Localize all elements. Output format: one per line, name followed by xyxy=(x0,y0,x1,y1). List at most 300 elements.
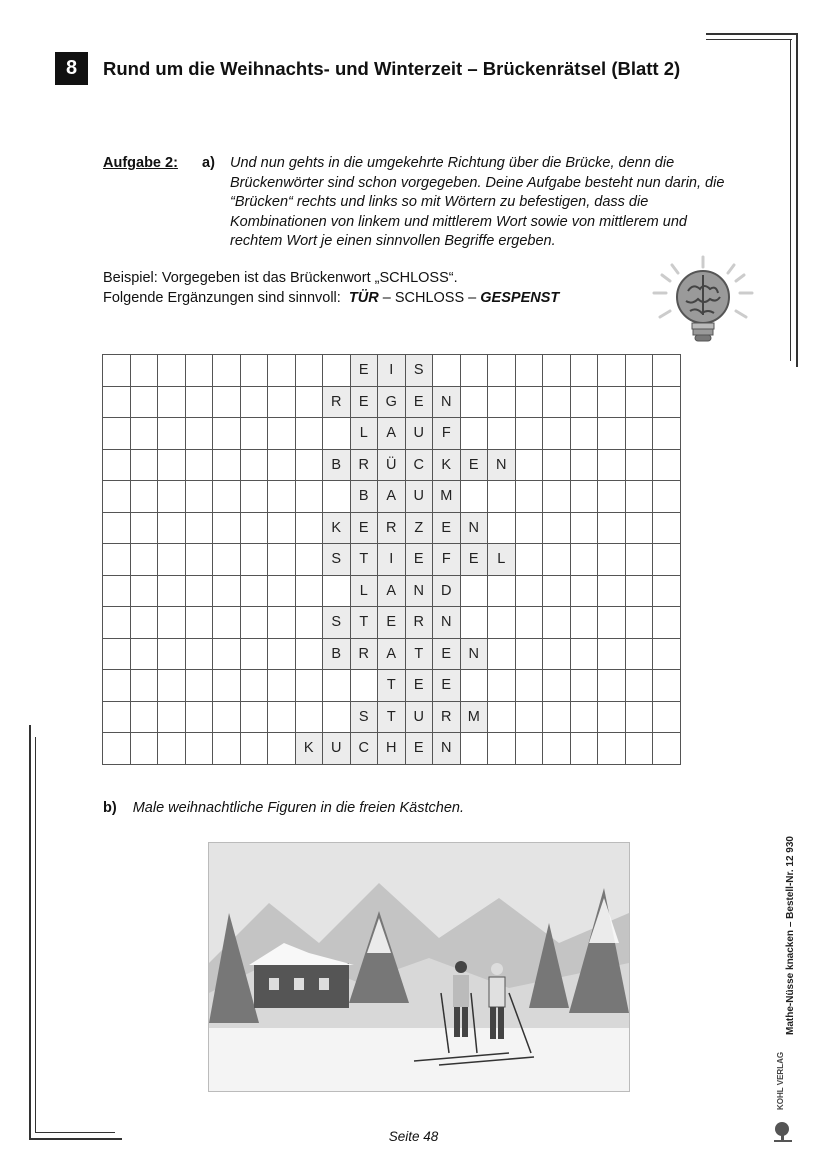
puzzle-empty-cell xyxy=(625,449,653,481)
puzzle-empty-cell xyxy=(240,733,268,765)
puzzle-letter-cell: N xyxy=(488,449,516,481)
puzzle-empty-cell xyxy=(460,481,488,513)
puzzle-empty-cell xyxy=(213,449,241,481)
puzzle-letter-cell: N xyxy=(460,638,488,670)
puzzle-letter-cell: S xyxy=(405,355,433,387)
puzzle-empty-cell xyxy=(488,355,516,387)
puzzle-empty-cell xyxy=(625,607,653,639)
puzzle-empty-cell xyxy=(213,355,241,387)
puzzle-letter-cell: E xyxy=(405,670,433,702)
puzzle-empty-cell xyxy=(158,481,186,513)
puzzle-empty-cell xyxy=(570,733,598,765)
puzzle-row xyxy=(103,481,681,513)
puzzle-empty-cell xyxy=(653,449,681,481)
puzzle-row xyxy=(103,418,681,450)
puzzle-empty-cell xyxy=(488,512,516,544)
puzzle-letter-cell: C xyxy=(405,449,433,481)
puzzle-empty-cell xyxy=(570,701,598,733)
puzzle-empty-cell xyxy=(598,701,626,733)
puzzle-empty-cell xyxy=(103,544,131,576)
puzzle-empty-cell xyxy=(158,638,186,670)
puzzle-empty-cell xyxy=(543,512,571,544)
puzzle-empty-cell xyxy=(158,418,186,450)
puzzle-empty-cell xyxy=(295,701,323,733)
puzzle-empty-cell xyxy=(653,607,681,639)
puzzle-empty-cell xyxy=(543,701,571,733)
winter-scene-illustration xyxy=(208,842,630,1092)
puzzle-row xyxy=(103,575,681,607)
puzzle-empty-cell xyxy=(213,701,241,733)
puzzle-empty-cell xyxy=(625,481,653,513)
puzzle-empty-cell xyxy=(295,512,323,544)
puzzle-letter-cell: N xyxy=(433,386,461,418)
puzzle-empty-cell xyxy=(570,449,598,481)
puzzle-empty-cell xyxy=(350,670,378,702)
lightbulb-brain-icon xyxy=(650,255,756,350)
puzzle-empty-cell xyxy=(598,512,626,544)
puzzle-empty-cell xyxy=(543,355,571,387)
puzzle-empty-cell xyxy=(158,544,186,576)
frame-top-right-v2 xyxy=(790,39,791,361)
puzzle-empty-cell xyxy=(103,418,131,450)
puzzle-empty-cell xyxy=(103,355,131,387)
task-label: Aufgabe 2: xyxy=(103,155,178,171)
puzzle-letter-cell: E xyxy=(350,355,378,387)
tree-logo-icon xyxy=(772,1120,794,1142)
puzzle-letter-cell: A xyxy=(378,575,406,607)
puzzle-empty-cell xyxy=(625,386,653,418)
puzzle-empty-cell xyxy=(570,386,598,418)
puzzle-empty-cell xyxy=(653,418,681,450)
puzzle-empty-cell xyxy=(570,638,598,670)
frame-top-right-v1 xyxy=(796,33,798,367)
puzzle-empty-cell xyxy=(295,386,323,418)
puzzle-letter-cell: N xyxy=(433,607,461,639)
puzzle-empty-cell xyxy=(185,481,213,513)
publisher-name: KOHL VERLAG xyxy=(776,1051,785,1110)
puzzle-empty-cell xyxy=(240,607,268,639)
puzzle-empty-cell xyxy=(598,575,626,607)
puzzle-empty-cell xyxy=(515,607,543,639)
puzzle-empty-cell xyxy=(103,638,131,670)
puzzle-empty-cell xyxy=(130,512,158,544)
puzzle-letter-cell: F xyxy=(433,418,461,450)
chapter-number-badge: 8 xyxy=(55,52,88,85)
puzzle-letter-cell: D xyxy=(433,575,461,607)
puzzle-empty-cell xyxy=(295,670,323,702)
puzzle-empty-cell xyxy=(653,638,681,670)
puzzle-letter-cell: R xyxy=(405,607,433,639)
puzzle-empty-cell xyxy=(570,670,598,702)
puzzle-empty-cell xyxy=(460,418,488,450)
puzzle-empty-cell xyxy=(515,575,543,607)
puzzle-empty-cell xyxy=(103,449,131,481)
puzzle-empty-cell xyxy=(543,418,571,450)
puzzle-empty-cell xyxy=(240,418,268,450)
puzzle-empty-cell xyxy=(543,544,571,576)
puzzle-empty-cell xyxy=(130,733,158,765)
frame-bottom-left-v1 xyxy=(29,725,31,1139)
puzzle-letter-cell: R xyxy=(433,701,461,733)
puzzle-empty-cell xyxy=(130,386,158,418)
puzzle-empty-cell xyxy=(158,355,186,387)
puzzle-empty-cell xyxy=(130,670,158,702)
example-line-1: Beispiel: Vorgegeben ist das Brückenwort „SCHLOSS“. xyxy=(103,270,458,286)
puzzle-empty-cell xyxy=(653,355,681,387)
puzzle-empty-cell xyxy=(515,701,543,733)
puzzle-empty-cell xyxy=(598,638,626,670)
puzzle-empty-cell xyxy=(158,512,186,544)
puzzle-empty-cell xyxy=(653,386,681,418)
puzzle-empty-cell xyxy=(295,607,323,639)
task-b-instructions: Male weihnachtliche Figuren in die freien Kästchen. xyxy=(132,800,464,816)
puzzle-empty-cell xyxy=(598,449,626,481)
puzzle-letter-cell: E xyxy=(460,544,488,576)
example-line-2: Folgende Ergänzungen sind sinnvoll: TÜR – SCHLOSS – GESPENST xyxy=(103,289,560,306)
puzzle-letter-cell: A xyxy=(378,418,406,450)
puzzle-empty-cell xyxy=(240,544,268,576)
puzzle-empty-cell xyxy=(213,544,241,576)
puzzle-empty-cell xyxy=(295,575,323,607)
puzzle-empty-cell xyxy=(185,670,213,702)
puzzle-empty-cell xyxy=(460,607,488,639)
puzzle-empty-cell xyxy=(460,733,488,765)
puzzle-letter-cell: E xyxy=(350,512,378,544)
puzzle-empty-cell xyxy=(598,670,626,702)
puzzle-empty-cell xyxy=(240,355,268,387)
puzzle-empty-cell xyxy=(543,733,571,765)
puzzle-empty-cell xyxy=(213,481,241,513)
puzzle-empty-cell xyxy=(653,701,681,733)
puzzle-letter-cell: C xyxy=(350,733,378,765)
puzzle-empty-cell xyxy=(103,670,131,702)
puzzle-empty-cell xyxy=(185,575,213,607)
puzzle-empty-cell xyxy=(488,481,516,513)
puzzle-empty-cell xyxy=(323,701,351,733)
task-a xyxy=(103,154,743,252)
puzzle-empty-cell xyxy=(240,481,268,513)
puzzle-empty-cell xyxy=(460,355,488,387)
puzzle-empty-cell xyxy=(625,670,653,702)
puzzle-empty-cell xyxy=(158,386,186,418)
puzzle-empty-cell xyxy=(625,544,653,576)
puzzle-empty-cell xyxy=(103,481,131,513)
puzzle-empty-cell xyxy=(185,386,213,418)
puzzle-empty-cell xyxy=(488,701,516,733)
puzzle-empty-cell xyxy=(515,733,543,765)
example-bridge-word: SCHLOSS xyxy=(394,289,465,306)
page-number: Seite 48 xyxy=(388,1129,439,1144)
puzzle-letter-cell: T xyxy=(378,670,406,702)
puzzle-empty-cell xyxy=(268,638,296,670)
puzzle-empty-cell xyxy=(460,670,488,702)
puzzle-empty-cell xyxy=(653,481,681,513)
puzzle-empty-cell xyxy=(103,575,131,607)
puzzle-empty-cell xyxy=(130,355,158,387)
puzzle-empty-cell xyxy=(185,733,213,765)
puzzle-letter-cell: K xyxy=(323,512,351,544)
puzzle-row xyxy=(103,701,681,733)
puzzle-empty-cell xyxy=(515,449,543,481)
puzzle-empty-cell xyxy=(488,670,516,702)
puzzle-letter-cell: E xyxy=(405,733,433,765)
example-block xyxy=(103,269,559,308)
puzzle-empty-cell xyxy=(158,670,186,702)
side-order-number: Mathe-Nüsse knacken – Bestell-Nr. 12 930 xyxy=(785,836,796,1035)
puzzle-empty-cell xyxy=(543,638,571,670)
puzzle-empty-cell xyxy=(130,575,158,607)
puzzle-letter-cell: S xyxy=(350,701,378,733)
puzzle-empty-cell xyxy=(488,575,516,607)
puzzle-empty-cell xyxy=(268,386,296,418)
puzzle-letter-cell: L xyxy=(350,575,378,607)
puzzle-empty-cell xyxy=(295,449,323,481)
puzzle-empty-cell xyxy=(130,607,158,639)
puzzle-empty-cell xyxy=(268,449,296,481)
puzzle-letter-cell: T xyxy=(350,607,378,639)
puzzle-letter-cell: K xyxy=(295,733,323,765)
puzzle-empty-cell xyxy=(625,733,653,765)
puzzle-letter-cell: R xyxy=(350,638,378,670)
puzzle-row xyxy=(103,512,681,544)
puzzle-empty-cell xyxy=(460,386,488,418)
puzzle-empty-cell xyxy=(268,575,296,607)
puzzle-empty-cell xyxy=(570,512,598,544)
puzzle-empty-cell xyxy=(240,512,268,544)
puzzle-letter-cell: E xyxy=(350,386,378,418)
puzzle-letter-cell: U xyxy=(405,418,433,450)
puzzle-letter-cell: N xyxy=(405,575,433,607)
puzzle-empty-cell xyxy=(323,670,351,702)
puzzle-empty-cell xyxy=(158,701,186,733)
task-instructions: Und nun gehts in die umgekehrte Richtung über die Brücke, denn die Brückenwörter sind schon vorgegeben. Deine Aufgabe besteht nun darin, die “Brücken“ rechts und links so mit Wörtern zu befestigen, dass die Kombinationen von linkem und mittlerem Wort sowie von mittlerem und rechtem Wort je einen sinnvollen Begriffe ergeben. xyxy=(230,155,725,249)
puzzle-empty-cell xyxy=(130,449,158,481)
puzzle-empty-cell xyxy=(268,544,296,576)
puzzle-letter-cell: F xyxy=(433,544,461,576)
puzzle-row xyxy=(103,607,681,639)
puzzle-empty-cell xyxy=(185,512,213,544)
puzzle-letter-cell: E xyxy=(433,670,461,702)
puzzle-empty-cell xyxy=(598,418,626,450)
puzzle-empty-cell xyxy=(185,355,213,387)
puzzle-empty-cell xyxy=(185,701,213,733)
puzzle-row xyxy=(103,733,681,765)
puzzle-empty-cell xyxy=(653,512,681,544)
example-right-word: GESPENST xyxy=(480,289,560,306)
puzzle-letter-cell: U xyxy=(323,733,351,765)
puzzle-empty-cell xyxy=(460,575,488,607)
puzzle-empty-cell xyxy=(543,670,571,702)
puzzle-letter-cell: T xyxy=(378,701,406,733)
puzzle-empty-cell xyxy=(515,355,543,387)
puzzle-empty-cell xyxy=(488,418,516,450)
puzzle-empty-cell xyxy=(185,607,213,639)
puzzle-empty-cell xyxy=(268,607,296,639)
puzzle-letter-cell: R xyxy=(323,386,351,418)
puzzle-letter-cell: Z xyxy=(405,512,433,544)
puzzle-letter-cell: E xyxy=(433,638,461,670)
puzzle-letter-cell: B xyxy=(323,449,351,481)
puzzle-empty-cell xyxy=(515,386,543,418)
puzzle-empty-cell xyxy=(543,449,571,481)
puzzle-letter-cell: Ü xyxy=(378,449,406,481)
puzzle-empty-cell xyxy=(625,355,653,387)
puzzle-empty-cell xyxy=(653,575,681,607)
puzzle-letter-cell: A xyxy=(378,481,406,513)
puzzle-empty-cell xyxy=(598,733,626,765)
puzzle-empty-cell xyxy=(515,670,543,702)
puzzle-letter-cell: S xyxy=(323,607,351,639)
puzzle-letter-cell: I xyxy=(378,544,406,576)
puzzle-empty-cell xyxy=(488,386,516,418)
puzzle-empty-cell xyxy=(295,638,323,670)
puzzle-empty-cell xyxy=(158,575,186,607)
puzzle-empty-cell xyxy=(653,733,681,765)
frame-top-right-h2 xyxy=(706,39,792,40)
puzzle-empty-cell xyxy=(268,512,296,544)
puzzle-letter-cell: E xyxy=(433,512,461,544)
puzzle-row xyxy=(103,544,681,576)
puzzle-empty-cell xyxy=(158,449,186,481)
puzzle-empty-cell xyxy=(323,481,351,513)
puzzle-empty-cell xyxy=(158,607,186,639)
puzzle-empty-cell xyxy=(488,733,516,765)
puzzle-empty-cell xyxy=(570,575,598,607)
puzzle-empty-cell xyxy=(625,512,653,544)
page-title: Rund um die Weihnachts- und Winterzeit – Brückenrätsel (Blatt 2) xyxy=(103,58,681,79)
task-b xyxy=(103,800,464,816)
puzzle-empty-cell xyxy=(213,386,241,418)
puzzle-empty-cell xyxy=(185,449,213,481)
puzzle-empty-cell xyxy=(103,386,131,418)
puzzle-row xyxy=(103,670,681,702)
puzzle-empty-cell xyxy=(130,481,158,513)
puzzle-empty-cell xyxy=(515,481,543,513)
puzzle-empty-cell xyxy=(103,701,131,733)
bridge-puzzle-grid xyxy=(102,354,681,765)
puzzle-empty-cell xyxy=(570,544,598,576)
puzzle-empty-cell xyxy=(653,544,681,576)
frame-bottom-left-v2 xyxy=(35,737,36,1133)
puzzle-letter-cell: H xyxy=(378,733,406,765)
puzzle-empty-cell xyxy=(570,418,598,450)
puzzle-empty-cell xyxy=(130,418,158,450)
puzzle-empty-cell xyxy=(598,607,626,639)
puzzle-empty-cell xyxy=(570,607,598,639)
puzzle-empty-cell xyxy=(295,481,323,513)
puzzle-row xyxy=(103,638,681,670)
puzzle-empty-cell xyxy=(653,670,681,702)
puzzle-empty-cell xyxy=(625,575,653,607)
puzzle-letter-cell: B xyxy=(323,638,351,670)
puzzle-empty-cell xyxy=(625,418,653,450)
puzzle-empty-cell xyxy=(515,418,543,450)
puzzle-empty-cell xyxy=(185,418,213,450)
puzzle-empty-cell xyxy=(515,512,543,544)
puzzle-empty-cell xyxy=(213,418,241,450)
puzzle-empty-cell xyxy=(543,575,571,607)
puzzle-empty-cell xyxy=(213,733,241,765)
frame-top-right-h1 xyxy=(706,33,798,35)
puzzle-empty-cell xyxy=(130,544,158,576)
puzzle-empty-cell xyxy=(543,607,571,639)
puzzle-letter-cell: N xyxy=(433,733,461,765)
puzzle-empty-cell xyxy=(295,544,323,576)
puzzle-empty-cell xyxy=(488,607,516,639)
puzzle-row xyxy=(103,449,681,481)
puzzle-empty-cell xyxy=(488,638,516,670)
puzzle-letter-cell: R xyxy=(378,512,406,544)
puzzle-empty-cell xyxy=(268,733,296,765)
puzzle-empty-cell xyxy=(543,481,571,513)
puzzle-empty-cell xyxy=(213,512,241,544)
puzzle-empty-cell xyxy=(240,701,268,733)
puzzle-letter-cell: K xyxy=(433,449,461,481)
puzzle-letter-cell: B xyxy=(350,481,378,513)
puzzle-letter-cell: N xyxy=(460,512,488,544)
puzzle-letter-cell: L xyxy=(350,418,378,450)
puzzle-empty-cell xyxy=(433,355,461,387)
puzzle-empty-cell xyxy=(185,544,213,576)
puzzle-empty-cell xyxy=(103,733,131,765)
puzzle-empty-cell xyxy=(625,701,653,733)
task-sub-label: a) xyxy=(202,155,215,171)
puzzle-letter-cell: T xyxy=(405,638,433,670)
puzzle-letter-cell: U xyxy=(405,701,433,733)
puzzle-empty-cell xyxy=(268,418,296,450)
puzzle-empty-cell xyxy=(268,481,296,513)
puzzle-empty-cell xyxy=(598,386,626,418)
puzzle-empty-cell xyxy=(598,544,626,576)
puzzle-empty-cell xyxy=(103,607,131,639)
puzzle-row xyxy=(103,355,681,387)
puzzle-letter-cell: E xyxy=(405,544,433,576)
puzzle-empty-cell xyxy=(240,386,268,418)
puzzle-empty-cell xyxy=(323,418,351,450)
puzzle-empty-cell xyxy=(268,355,296,387)
puzzle-empty-cell xyxy=(240,670,268,702)
puzzle-letter-cell: A xyxy=(378,638,406,670)
puzzle-empty-cell xyxy=(323,575,351,607)
puzzle-empty-cell xyxy=(515,544,543,576)
puzzle-letter-cell: I xyxy=(378,355,406,387)
puzzle-letter-cell: T xyxy=(350,544,378,576)
puzzle-empty-cell xyxy=(213,607,241,639)
puzzle-empty-cell xyxy=(130,701,158,733)
puzzle-letter-cell: R xyxy=(350,449,378,481)
puzzle-letter-cell: E xyxy=(378,607,406,639)
example-left-word: TÜR xyxy=(348,289,379,306)
puzzle-empty-cell xyxy=(240,449,268,481)
puzzle-letter-cell: E xyxy=(405,386,433,418)
puzzle-letter-cell: S xyxy=(323,544,351,576)
puzzle-letter-cell: L xyxy=(488,544,516,576)
puzzle-empty-cell xyxy=(213,638,241,670)
puzzle-empty-cell xyxy=(103,512,131,544)
puzzle-empty-cell xyxy=(295,355,323,387)
puzzle-empty-cell xyxy=(158,733,186,765)
puzzle-letter-cell: U xyxy=(405,481,433,513)
puzzle-empty-cell xyxy=(240,638,268,670)
puzzle-row xyxy=(103,386,681,418)
puzzle-empty-cell xyxy=(295,418,323,450)
puzzle-empty-cell xyxy=(570,481,598,513)
puzzle-empty-cell xyxy=(185,638,213,670)
puzzle-empty-cell xyxy=(570,355,598,387)
puzzle-letter-cell: E xyxy=(460,449,488,481)
puzzle-empty-cell xyxy=(268,701,296,733)
puzzle-letter-cell: M xyxy=(460,701,488,733)
